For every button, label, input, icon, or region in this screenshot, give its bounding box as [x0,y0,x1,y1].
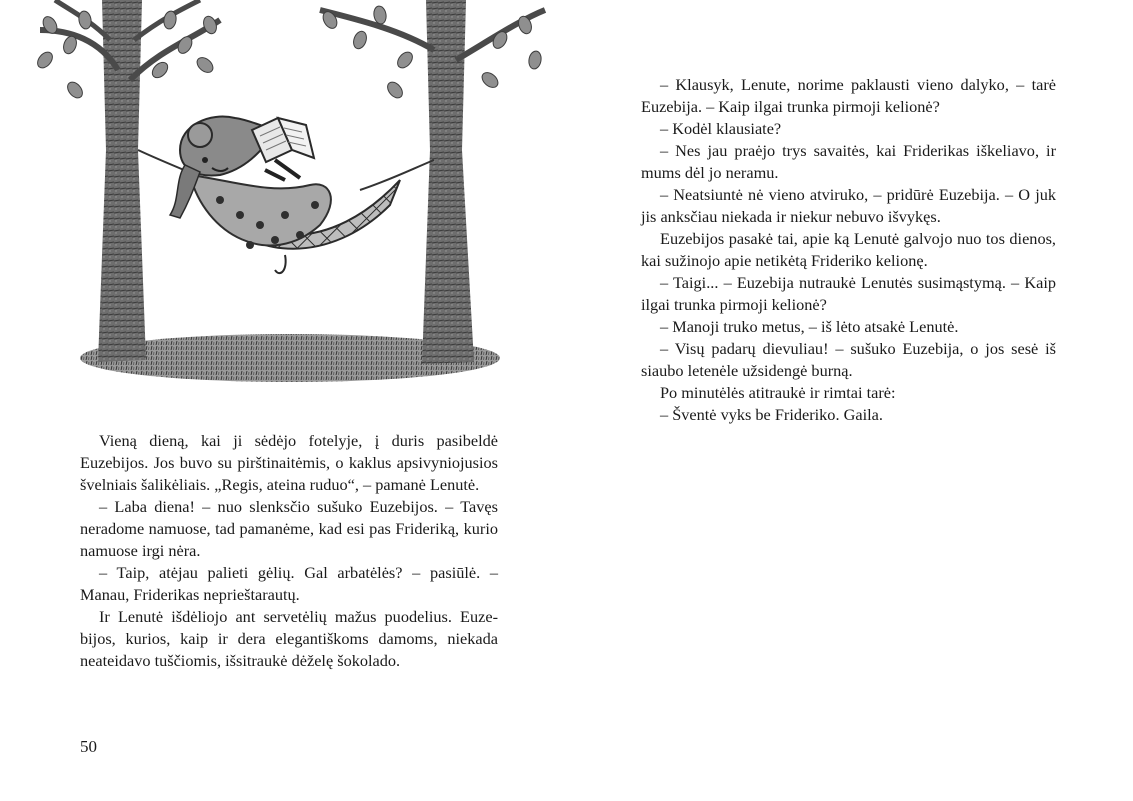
hammock-reading-mouse-illustration [30,0,550,392]
left-page-text [80,430,498,672]
paragraph: – Kodėl klausiate? [660,119,782,138]
paragraph: Ir Lenutė išdėliojo ant servetėlių mažus puodelius. Euzebijos, kurios, kaip ir dera elegantiškoms damoms, niekada neateidavo tuščiomis, išsitraukė dėželę šokolado. [80,607,498,670]
paragraph: – Laba diena! – nuo slenksčio sušuko Euzebijos. – Tavęs neradome namuose, tad pamanėme, kad esi pas Frideriką, kurio namuose irgi nėra. [80,497,498,560]
paragraph: – Nes jau praėjo trys savaitės, kai Friderikas iškeliavo, ir mums dėl jo neramu. [641,141,1056,182]
right-tree-icon [320,0,545,364]
paragraph: – Klausyk, Lenute, norime paklausti vieno dalyko, – tarė Euzebija. – Kaip ilgai trunka pirmoji kelionė? [641,75,1056,116]
paragraph: Po minutėlės atitraukė ir rimtai tarė: [660,383,896,402]
paragraph: – Manoji truko metus, – iš lėto atsakė Lenutė. [660,317,959,336]
paragraph: – Neatsiuntė nė vieno atviruko, – pridūrė Euzebija. – O juk jis anksčiau niekada ir niekur nebuvo išvykęs. [641,185,1056,226]
paragraph: – Taigi... – Euzebija nutraukė Lenutės susimąstymą. – Kaip ilgai trunka pirmoji kelionė? [641,273,1056,314]
paragraph: – Visų padarų dievuliau! – sušuko Euzebija, o jos sesė iš siaubo letenėle užsidengė burną. [641,339,1056,380]
page-number: 50 [80,737,97,756]
right-page-text [641,74,1056,426]
paragraph: – Taip, atėjau palieti gėlių. Gal arbatėlės? – pasiūlė. – Manau, Friderikas neprieštarautų. [80,563,498,604]
paragraph: Euzebijos pasakė tai, apie ką Lenutė galvojo nuo tos dienos, kai sužinojo apie netikėtą Frideriko kelionę. [641,229,1056,270]
paragraph: – Šventė vyks be Frideriko. Gaila. [660,405,883,424]
paragraph: Vieną dieną, kai ji sėdėjo fotelyje, į duris pasibeldė Euzebijos. Jos buvo su pirštinaitėmis, o kaklus apsivyniojusios švelniais šalikėliais. „Regis, ateina ruduo“, – pamanė Lenutė. [80,431,498,494]
